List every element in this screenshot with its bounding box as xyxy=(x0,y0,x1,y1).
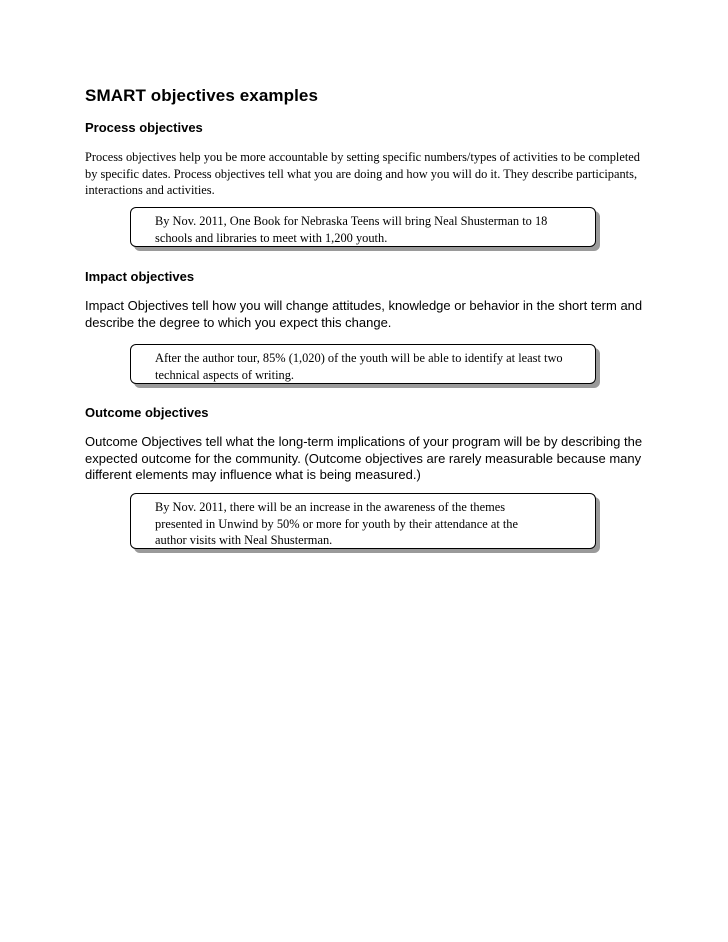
outcome-example-box xyxy=(130,493,596,549)
impact-heading: Impact objectives xyxy=(85,269,195,284)
impact-description: Impact Objectives tell how you will change attitudes, knowledge or behavior in the short term and describe the degree to which you expect this change. xyxy=(85,298,643,330)
process-description: Process objectives help you be more accountable by setting specific numbers/types of activities to be completed by specific dates. Process objectives tell what you are doing and how you will do it. They describe participants, interactions and activities. xyxy=(85,150,641,197)
outcome-description: Outcome Objectives tell what the long-term implications of your program will be by describing the expected outcome for the community. (Outcome objectives are rarely measurable because many different elements may influence what is being measured.) xyxy=(85,434,643,482)
outcome-example-text: By Nov. 2011, there will be an increase in the awareness of the themes presented in Unwind by 50% or more for youth by their attendance at the author visits with Neal Shusterman. xyxy=(155,500,519,547)
process-example-box xyxy=(130,207,596,247)
process-heading: Process objectives xyxy=(85,120,203,135)
impact-example-text: After the author tour, 85% (1,020) of the youth will be able to identify at least two technical aspects of writing. xyxy=(155,351,563,382)
page-title: SMART objectives examples xyxy=(85,86,319,105)
impact-example-box xyxy=(130,344,596,384)
process-example-text: By Nov. 2011, One Book for Nebraska Teens will bring Neal Shusterman to 18 schools and libraries to meet with 1,200 youth. xyxy=(155,214,548,245)
outcome-heading: Outcome objectives xyxy=(85,405,209,420)
